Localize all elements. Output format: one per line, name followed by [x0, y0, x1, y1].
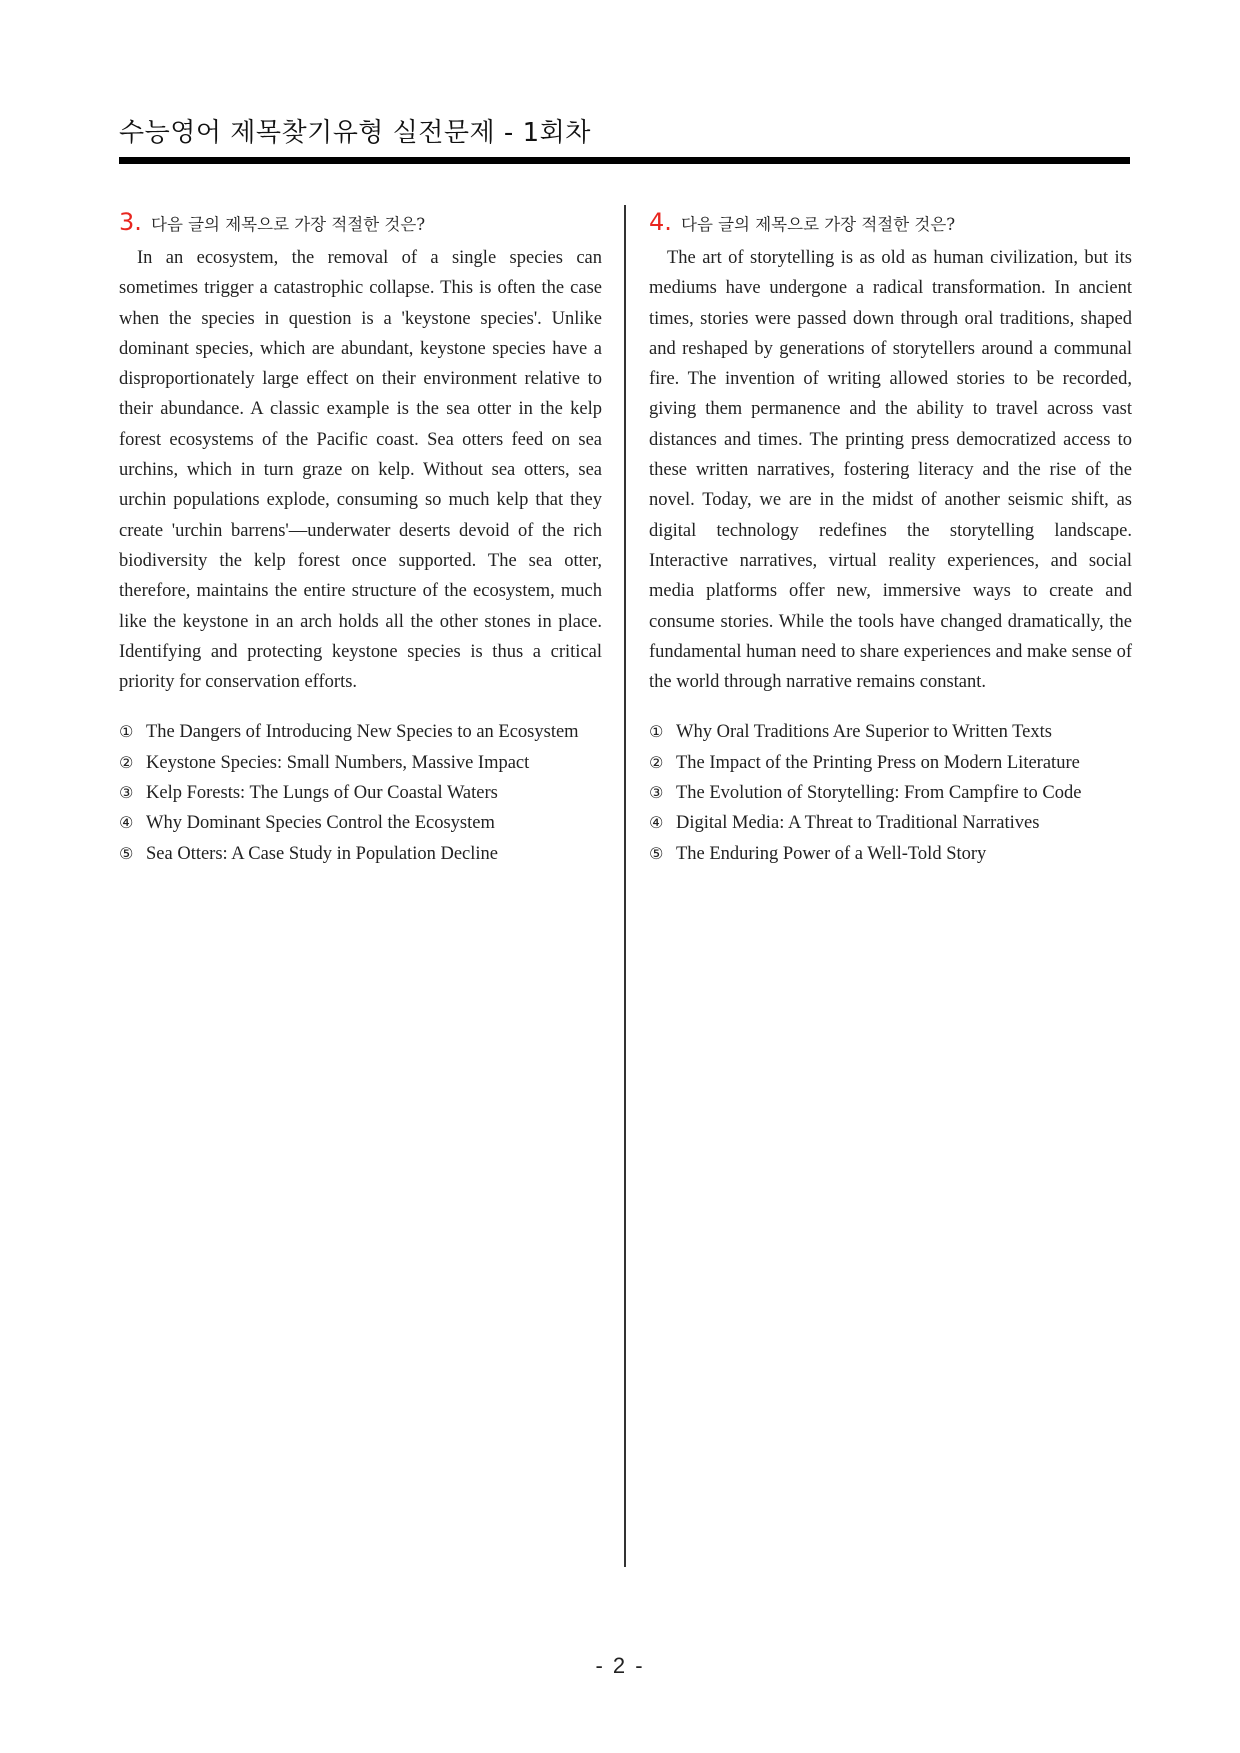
choice-number: ④	[649, 813, 664, 833]
page-title: 수능영어 제목찾기유형 실전문제 - 1회차	[119, 118, 591, 148]
question-number: 3.	[119, 208, 142, 236]
choice-number: ①	[649, 722, 664, 742]
question-heading	[649, 207, 1132, 239]
choice-number: ③	[119, 783, 134, 803]
answer-choices	[119, 717, 602, 868]
choice-text: Keystone Species: Small Numbers, Massive Impact	[146, 752, 530, 773]
answer-choice-2[interactable]	[649, 748, 1132, 778]
choice-text: Why Oral Traditions Are Superior to Written Texts	[676, 722, 1052, 743]
answer-choice-1[interactable]	[119, 717, 602, 747]
choice-text: The Impact of the Printing Press on Modern Literature	[676, 752, 1080, 773]
choice-text: The Dangers of Introducing New Species to an Ecosystem	[146, 722, 579, 743]
choice-number: ④	[119, 813, 134, 833]
question-prompt: 다음 글의 제목으로 가장 적절한 것은?	[681, 215, 956, 234]
choice-text: The Evolution of Storytelling: From Campfire to Code	[676, 783, 1082, 804]
choice-text: Sea Otters: A Case Study in Population Decline	[146, 843, 498, 864]
answer-choice-1[interactable]	[649, 717, 1132, 747]
page-number: - 2 -	[595, 1653, 645, 1678]
question-passage: In an ecosystem, the removal of a single species can sometimes trigger a catastrophic collapse. This is often the case when the species in question is a 'keystone species'. Unlike dominant species, which are abundant, keystone species have a disproportionately large effect on their environment relative to their abundance. A classic example is the sea otter in the kelp forest ecosystems of the Pacific coast. Sea otters feed on sea urchins, which in turn graze on kelp. Without sea otters, sea urchin populations explode, consuming so much kelp that they create 'urchin barrens'—underwater deserts devoid of the rich biodiversity the kelp forest once supported. The sea otter, therefore, maintains the entire structure of the ecosystem, much like the keystone in an arch holds all the other stones in place. Identifying and protecting keystone species is thus a critical priority for conservation efforts.	[119, 248, 602, 693]
choice-number: ⑤	[649, 843, 664, 863]
question-prompt: 다음 글의 제목으로 가장 적절한 것은?	[151, 215, 426, 234]
answer-choice-3[interactable]	[649, 778, 1132, 808]
choice-number: ②	[119, 752, 134, 772]
choice-text: Kelp Forests: The Lungs of Our Coastal Waters	[146, 783, 498, 804]
choice-number: ①	[119, 722, 134, 742]
question-passage: The art of storytelling is as old as human civilization, but its mediums have undergone a radical transformation. In ancient times, stories were passed down through oral traditions, shaped and reshaped by generations of storytellers around a communal fire. The invention of writing allowed stories to be recorded, giving them permanence and the ability to travel across vast distances and times. The printing press democratized access to these written narratives, fostering literacy and the rise of the novel. Today, we are in the midst of another seismic shift, as digital technology redefines the storytelling landscape. Interactive narratives, virtual reality experiences, and social media platforms offer new, immersive ways to create and consume stories. While the tools have changed dramatically, the fundamental human need to share experiences and make sense of the world through narrative remains constant.	[649, 248, 1132, 693]
question-heading	[119, 207, 602, 239]
answer-choice-2[interactable]	[119, 748, 602, 778]
column-divider	[624, 205, 626, 1567]
answer-choice-5[interactable]	[119, 839, 602, 869]
answer-choices	[649, 717, 1132, 868]
question-number: 4.	[649, 208, 672, 236]
header-rule	[119, 157, 1130, 164]
question-3	[119, 207, 602, 869]
choice-number: ⑤	[119, 843, 134, 863]
choice-text: The Enduring Power of a Well-Told Story	[676, 843, 987, 864]
question-4	[649, 207, 1132, 869]
answer-choice-3[interactable]	[119, 778, 602, 808]
choice-text: Digital Media: A Threat to Traditional Narratives	[676, 813, 1040, 834]
choice-number: ②	[649, 752, 664, 772]
choice-text: Why Dominant Species Control the Ecosystem	[146, 813, 495, 834]
answer-choice-4[interactable]	[649, 808, 1132, 838]
answer-choice-4[interactable]	[119, 808, 602, 838]
answer-choice-5[interactable]	[649, 839, 1132, 869]
choice-number: ③	[649, 783, 664, 803]
